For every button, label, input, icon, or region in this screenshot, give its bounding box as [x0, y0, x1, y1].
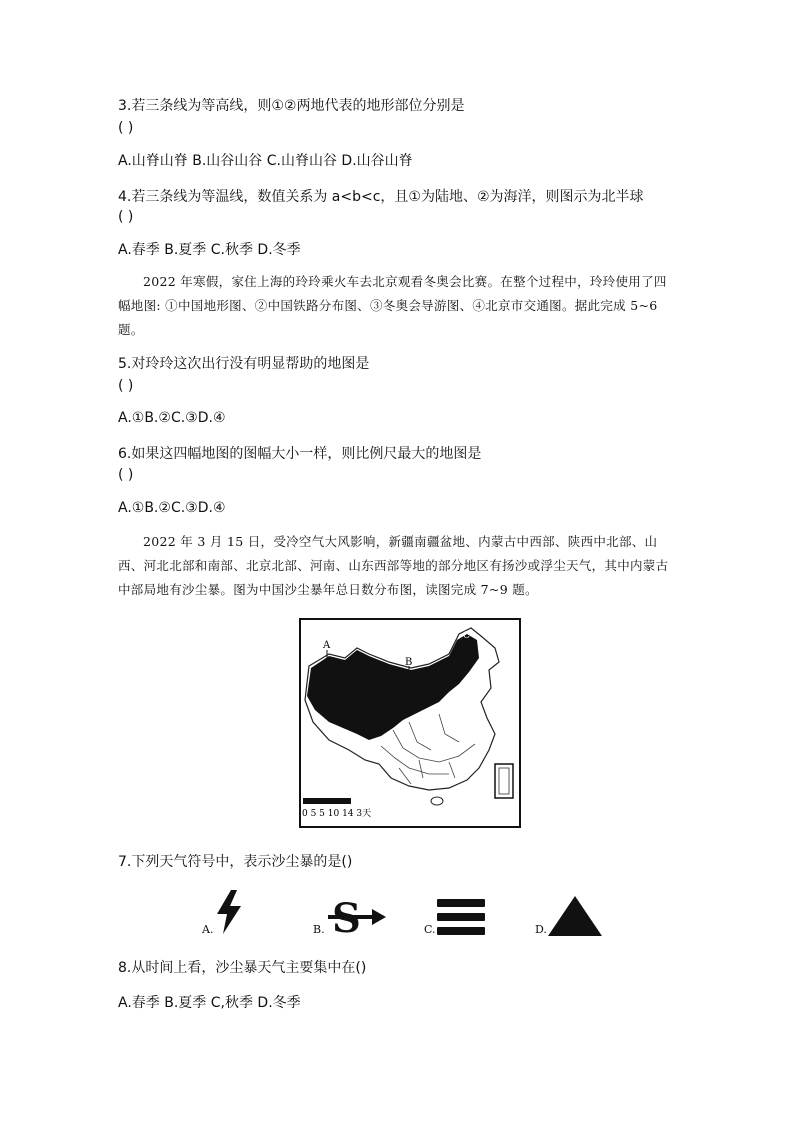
triangle-icon [548, 896, 602, 936]
q6-answer-paren: ( ) [118, 467, 134, 483]
q3-answer-paren: ( ) [118, 120, 134, 136]
south-sea-inset [495, 764, 513, 798]
q5-options: A.①B.②C.③D.④ [118, 410, 226, 426]
q5-answer-paren: ( ) [118, 378, 134, 394]
china-map-graphic [299, 618, 521, 828]
map-label-b: B [405, 657, 413, 668]
hainan-island [431, 797, 443, 805]
q8-options: A.春季 B.夏季 C,秋季 D.冬季 [118, 995, 301, 1011]
q3-question: 3.若三条线为等高线，则①②两地代表的地形部位分别是 [118, 98, 465, 114]
q7-label-c: C. [424, 923, 436, 936]
q8-question: 8.从时间上看，沙尘暴天气主要集中在() [118, 960, 367, 976]
q6-question: 6.如果这四幅地图的图幅大小一样，则比例尺最大的地图是 [118, 446, 482, 462]
passage-sandstorm: 2022 年 3 月 15 日，受冷空气大风影响，新疆南疆盆地、内蒙古中西部、陕西中北部、山西、河北北部和南部、北京北部、河南、山东西部等地的部分地区有扬沙或浮尘天气，其中内蒙古中部局地有沙尘暴。图为中国沙尘暴年总日数分布图，读图完成 7~9 题。 [118, 534, 669, 597]
q4-answer-paren: ( ) [118, 209, 134, 225]
map-label-c: C [463, 631, 470, 641]
q6-options: A.①B.②C.③D.④ [118, 500, 226, 516]
q7-label-a: A. [202, 923, 214, 936]
svg-text:S: S [332, 896, 361, 938]
passage-winter-olympics: 2022 年寒假，家住上海的玲玲乘火车去北京观看冬奥会比赛。在整个过程中，玲玲使用了四幅地图: ①中国地形图、②中国铁路分布图、③冬奥会导游图、④北京市交通图。据此完成 5~6 题。 [118, 274, 667, 337]
q5-question: 5.对玲玲这次出行没有明显帮助的地图是 [118, 356, 370, 372]
q7-label-b: B. [313, 923, 325, 936]
legend-bar [303, 798, 351, 804]
q7-question: 7.下列天气符号中，表示沙尘暴的是() [118, 854, 353, 870]
fog-icon [437, 899, 485, 935]
q4-options: A.春季 B.夏季 C.秋季 D.冬季 [118, 242, 301, 258]
sandstorm-icon [328, 896, 386, 938]
lightning-icon [215, 890, 243, 934]
q3-options: A.山脊山脊 B.山谷山谷 C.山脊山谷 D.山谷山脊 [118, 153, 413, 169]
q7-label-d: D. [535, 923, 547, 936]
map-label-a: A [323, 640, 331, 651]
map-legend-scale: 0 5 5 10 14 3天 [302, 809, 372, 819]
sandstorm-distribution-map [299, 618, 521, 828]
q4-question: 4.若三条线为等温线，数值关系为 a<b<c，且①为陆地、②为海洋，则图示为北半球 [118, 189, 644, 205]
